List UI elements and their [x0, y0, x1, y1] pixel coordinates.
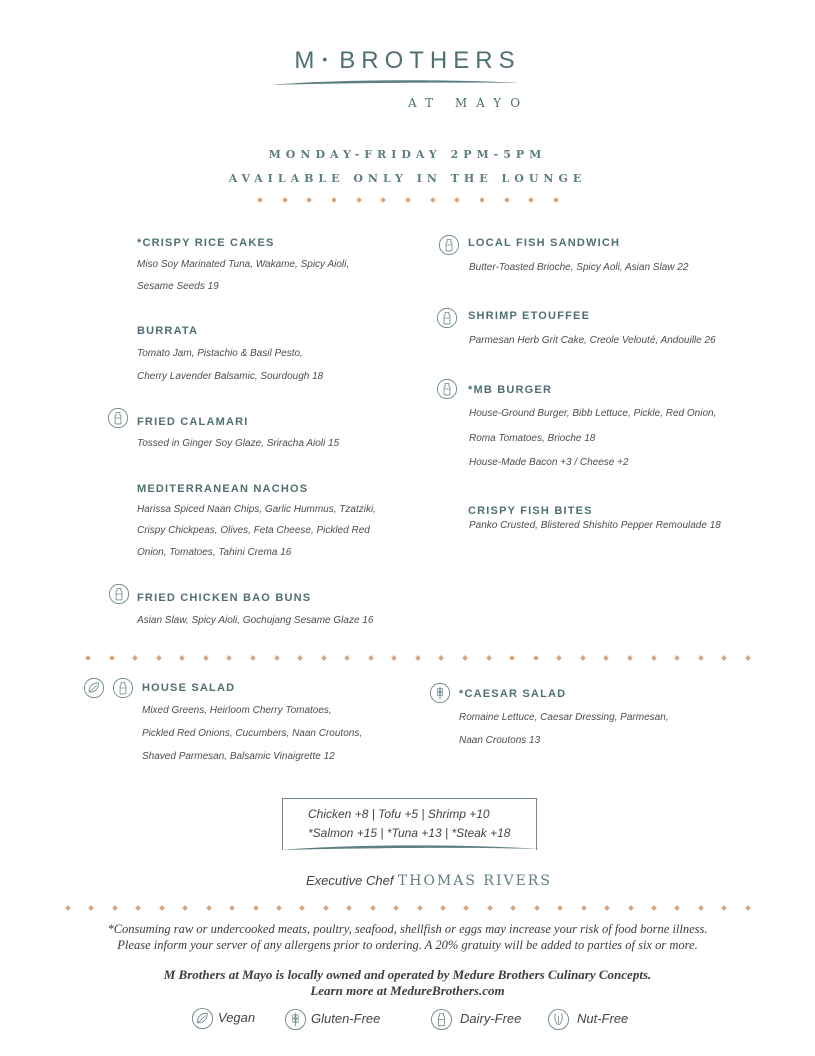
item-description: Panko Crusted, Blistered Shishito Pepper Remoulade 18	[469, 520, 721, 531]
item-name: FRIED CHICKEN BAO BUNS	[137, 592, 312, 604]
addons-line-2: *Salmon +15 | *Tuna +13 | *Steak +18	[308, 826, 511, 840]
restaurant-logo	[0, 47, 815, 75]
item-name: BURRATA	[137, 325, 199, 337]
gluten-free-icon	[429, 682, 451, 704]
divider-dots-top	[258, 198, 558, 202]
item-description: Shaved Parmesan, Balsamic Vinaigrette 12	[142, 751, 335, 762]
item-description: Pickled Red Onions, Cucumbers, Naan Croutons,	[142, 728, 363, 739]
item-description: Crispy Chickpeas, Olives, Feta Cheese, Pickled Red	[137, 525, 370, 536]
item-description: Tomato Jam, Pistachio & Basil Pesto,	[137, 348, 303, 359]
dairy-free-icon	[436, 307, 458, 329]
vegan-icon	[83, 677, 105, 699]
item-description: Romaine Lettuce, Caesar Dressing, Parmesan,	[459, 712, 669, 723]
logo-subtitle: AT MAYO	[408, 96, 530, 110]
item-name: LOCAL FISH SANDWICH	[468, 237, 621, 249]
item-description: House-Ground Burger, Bibb Lettuce, Pickle, Red Onion,	[469, 408, 717, 419]
item-description: Roma Tomatoes, Brioche 18	[469, 433, 596, 444]
hours-heading: MONDAY-FRIDAY 2PM-5PM	[268, 148, 547, 161]
item-description: Cherry Lavender Balsamic, Sourdough 18	[137, 371, 324, 382]
logo-text-m: M	[294, 47, 321, 74]
item-name: SHRIMP ETOUFFEE	[468, 310, 591, 322]
item-name: MEDITERRANEAN NACHOS	[137, 483, 309, 495]
item-name: FRIED CALAMARI	[137, 416, 249, 428]
addons-swoosh	[279, 842, 540, 854]
legend-label-dairy-free: Dairy-Free	[460, 1011, 522, 1026]
item-name: *CRISPY RICE CAKES	[137, 237, 275, 249]
item-description: Butter-Toasted Brioche, Spicy Aoli, Asian Slaw 22	[469, 262, 689, 273]
item-description: Harissa Spiced Naan Chips, Garlic Hummus, Tzatziki,	[137, 504, 376, 515]
chef-credit	[306, 872, 552, 890]
item-name: *MB BURGER	[468, 384, 553, 396]
item-description: Parmesan Herb Grit Cake, Creole Velouté, Andouille 26	[469, 335, 716, 346]
divider-dots-middle	[86, 656, 750, 660]
item-name: *CAESAR SALAD	[459, 688, 567, 700]
disclaimer-line-2: Please inform your server of any allergens prior to ordering. A 20% gratuity will be added to parties of six or more.	[117, 938, 698, 952]
nut-free-icon	[547, 1008, 570, 1031]
item-description: Naan Croutons 13	[459, 735, 541, 746]
item-description: Tossed in Ginger Soy Glaze, Sriracha Aioli 15	[137, 438, 340, 449]
logo-dot: •	[322, 51, 334, 67]
item-description: Miso Soy Marinated Tuna, Wakame, Spicy Aioli,	[137, 259, 350, 270]
legend-label-nut-free: Nut-Free	[577, 1011, 629, 1026]
legend-label-gluten-free: Gluten-Free	[311, 1011, 381, 1026]
dairy-free-icon	[108, 583, 130, 605]
ownership-line-2: Learn more at MedureBrothers.com	[310, 983, 505, 998]
item-description: Sesame Seeds 19	[137, 281, 219, 292]
dairy-free-icon	[430, 1008, 453, 1031]
dairy-free-icon	[112, 677, 134, 699]
chef-name: THOMAS RIVERS	[397, 873, 552, 889]
item-description: Mixed Greens, Heirloom Cherry Tomatoes,	[142, 705, 332, 716]
availability-heading: AVAILABLE ONLY IN THE LOUNGE	[228, 172, 587, 185]
legend-label-vegan: Vegan	[218, 1010, 256, 1025]
chef-label: Executive Chef	[306, 873, 394, 888]
disclaimer-line-1: *Consuming raw or undercooked meats, poultry, seafood, shellfish or eggs may increase your risk of food borne illness.	[107, 922, 708, 936]
item-name: CRISPY FISH BITES	[468, 505, 593, 517]
dairy-free-icon	[107, 407, 129, 429]
vegan-icon	[191, 1007, 214, 1030]
item-name: HOUSE SALAD	[142, 682, 236, 694]
item-description: Asian Slaw, Spicy Aioli, Gochujang Sesame Glaze 16	[137, 615, 374, 626]
logo-swoosh	[270, 78, 520, 90]
dairy-free-icon	[438, 234, 460, 256]
divider-dots-bottom	[66, 906, 750, 910]
ownership-line-1: M Brothers at Mayo is locally owned and operated by Medure Brothers Culinary Concepts.	[163, 967, 652, 982]
addons-line-1: Chicken +8 | Tofu +5 | Shrimp +10	[308, 807, 490, 821]
item-description: House-Made Bacon +3 / Cheese +2	[469, 457, 629, 468]
item-description: Onion, Tomatoes, Tahini Crema 16	[137, 547, 292, 558]
dairy-free-icon	[436, 378, 458, 400]
gluten-free-icon	[284, 1008, 307, 1031]
logo-text-brothers: BROTHERS	[339, 47, 521, 74]
